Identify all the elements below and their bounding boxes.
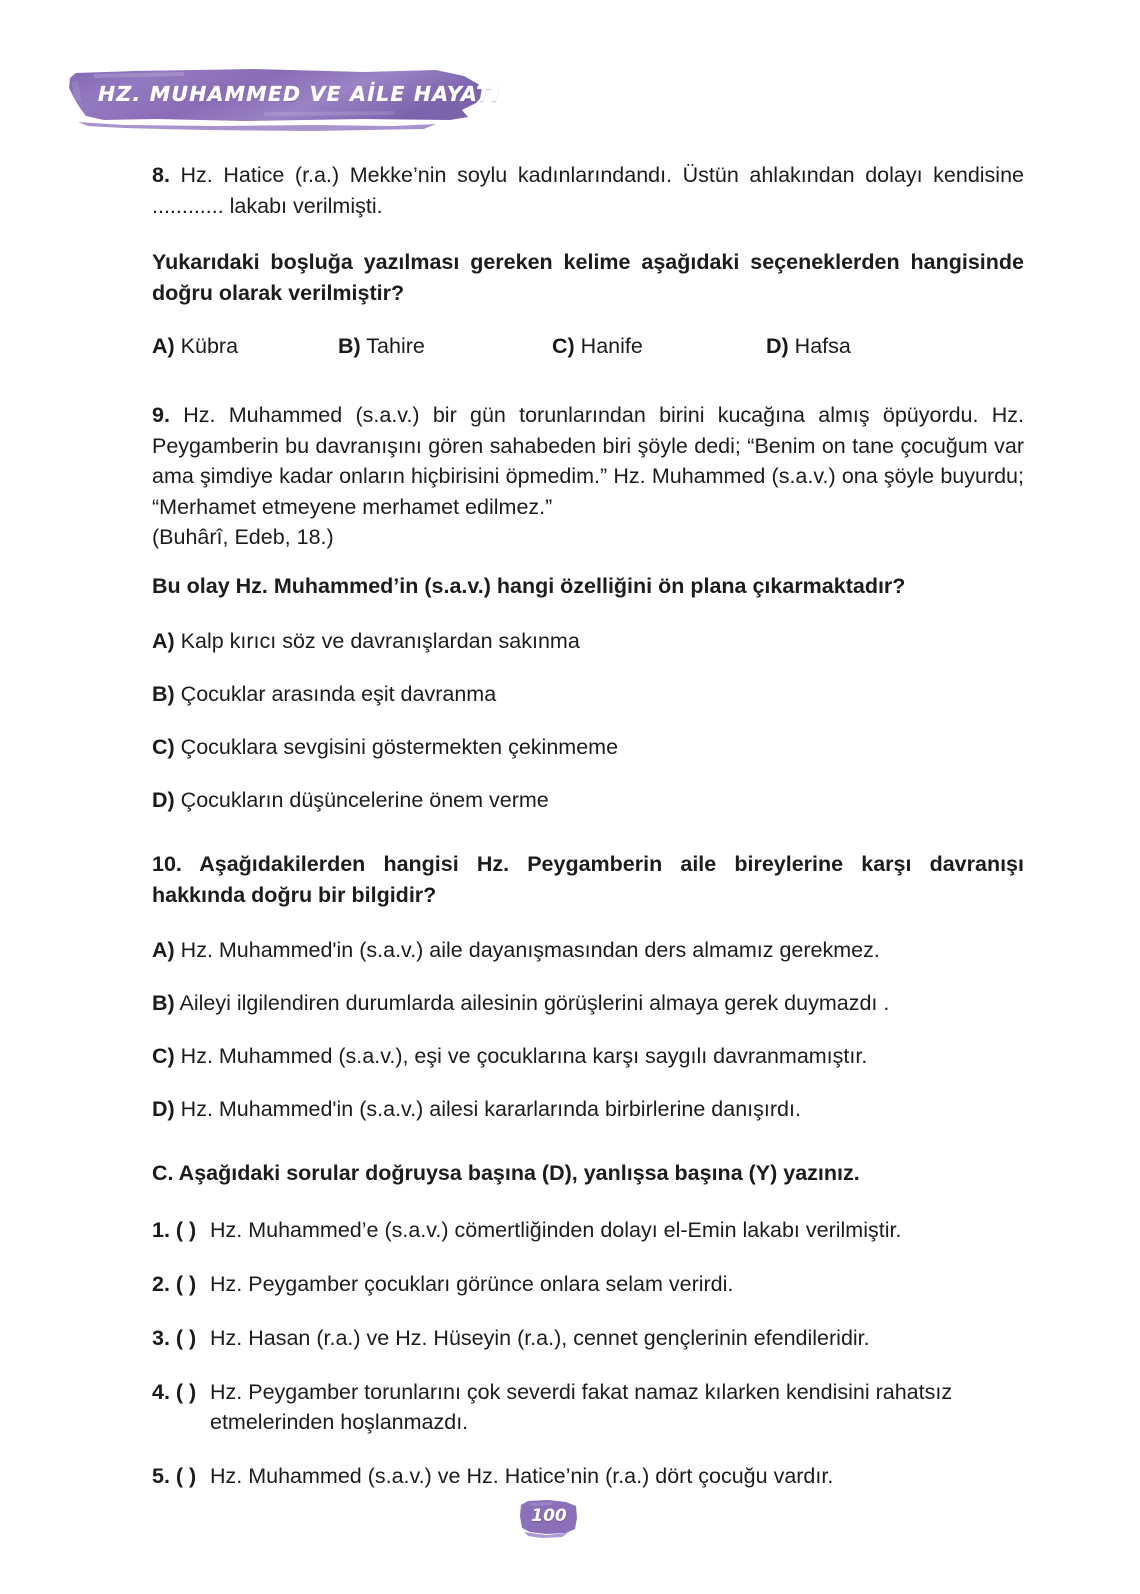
item-text: Hz. Muhammed (s.a.v.) ve Hz. Hatice’nin (r.a.) dört çocuğu vardır. (210, 1464, 834, 1489)
question-10-option-a[interactable] (152, 936, 1024, 965)
question-9 (152, 400, 1024, 815)
option-text: Çocukların düşüncelerine önem verme (180, 788, 549, 813)
option-text: Hz. Muhammed (s.a.v.), eşi ve çocuklarına karşı saygılı davranmamıştır. (180, 1044, 868, 1069)
question-9-option-c[interactable] (152, 733, 1024, 762)
option-text: Kalp kırıcı söz ve davranışlardan sakınma (180, 629, 580, 654)
question-9-option-b[interactable] (152, 680, 1024, 709)
true-false-blank[interactable]: 2. ( ) (152, 1271, 197, 1296)
question-10-option-b[interactable] (152, 989, 1024, 1018)
option-letter: B) (152, 682, 175, 707)
option-text: Çocuklara sevgisini göstermekten çekinmeme (180, 735, 619, 760)
question-8-option-d[interactable] (766, 334, 851, 359)
question-10-options (152, 936, 1024, 1124)
question-10-option-d[interactable] (152, 1095, 1024, 1124)
true-false-blank[interactable]: 4. ( ) (152, 1380, 197, 1405)
question-8-number: 8. (152, 163, 170, 187)
section-c-item-5[interactable] (152, 1461, 1024, 1491)
section-c (152, 1158, 1024, 1491)
section-c-item-1[interactable] (152, 1215, 1024, 1245)
question-9-option-a[interactable] (152, 627, 1024, 656)
page-number: 100 (531, 1506, 567, 1526)
question-9-option-d[interactable] (152, 786, 1024, 815)
question-8-option-b[interactable] (338, 334, 425, 359)
question-8-prompt: Yukarıdaki boşluğa yazılması gereken kelime aşağıdaki seçeneklerden hangisinde doğru olarak verilmiştir? (152, 250, 1024, 305)
chapter-title: HZ. MUHAMMED VE AİLE HAYATI (98, 82, 501, 106)
item-text: Hz. Muhammed’e (s.a.v.) cömertliğinden dolayı el-Emin lakabı verilmiştir. (210, 1217, 902, 1242)
section-c-item-4[interactable] (152, 1377, 1024, 1437)
option-letter: A) (152, 938, 175, 963)
section-c-heading: C. Aşağıdaki sorular doğruysa başına (D), yanlışsa başına (Y) yazınız. (152, 1161, 860, 1186)
option-letter: D) (766, 334, 789, 359)
true-false-blank[interactable]: 3. ( ) (152, 1326, 197, 1351)
question-8-text: Hz. Hatice (r.a.) Mekke’nin soylu kadınlarındandı. Üstün ahlakından dolayı kendisine ............ lakabı verilmişti. (152, 163, 1024, 218)
question-9-prompt: Bu olay Hz. Muhammed’in (s.a.v.) hangi özelliğini ön plana çıkarmaktadır? (152, 573, 906, 598)
option-letter: A) (152, 334, 175, 359)
option-letter: C) (152, 1044, 175, 1069)
option-letter: B) (338, 334, 361, 359)
option-text: Hanife (580, 334, 643, 359)
option-letter: C) (552, 334, 575, 359)
section-c-item-3[interactable] (152, 1323, 1024, 1353)
option-text: Çocuklar arasında eşit davranma (180, 682, 497, 707)
question-10 (152, 849, 1024, 1124)
question-8-option-c[interactable] (552, 334, 643, 359)
question-8-options (152, 334, 1024, 366)
question-9-options (152, 627, 1024, 815)
option-letter: C) (152, 735, 175, 760)
chapter-header-banner (64, 62, 501, 134)
question-9-body (152, 400, 1024, 522)
question-10-option-c[interactable] (152, 1042, 1024, 1071)
question-9-number: 9. (152, 403, 170, 428)
question-8-option-a[interactable] (152, 334, 238, 359)
question-8-body (152, 160, 1024, 221)
option-text: Kübra (180, 334, 239, 359)
option-text: Hafsa (794, 334, 851, 359)
question-8 (152, 160, 1024, 366)
item-text: Hz. Peygamber torunlarını çok severdi fakat namaz kılarken kendisini rahatsız etmelerinden hoşlanmazdı. (210, 1380, 953, 1435)
option-text: Aileyi ilgilendiren durumlarda ailesinin görüşlerini almaya gerek duymazdı . (179, 991, 890, 1016)
option-letter: A) (152, 629, 175, 654)
option-text: Tahire (366, 334, 425, 359)
true-false-blank[interactable]: 5. ( ) (152, 1464, 197, 1489)
page-number-badge (518, 1496, 580, 1540)
question-9-text: Hz. Muhammed (s.a.v.) bir gün torunlarından birini kucağına almış öpüyordu. Hz. Peygamberin bu davranışını gören sahabeden biri şöyle dedi; “Benim on tane çocuğum var ama şimdiye kadar onların hiçbirisini öpmedim.” Hz. Muhammed (s.a.v.) ona şöyle buyurdu; “Merhamet etmeyene merhamet edilmez.” (152, 403, 1024, 519)
true-false-blank[interactable]: 1. ( ) (152, 1217, 197, 1242)
section-c-item-2[interactable] (152, 1269, 1024, 1299)
option-text: Hz. Muhammed'in (s.a.v.) aile dayanışmasından ders almamız gerekmez. (180, 938, 880, 963)
question-9-citation: (Buhârî, Edeb, 18.) (152, 525, 334, 550)
item-text: Hz. Hasan (r.a.) ve Hz. Hüseyin (r.a.), cennet gençlerinin efendileridir. (210, 1326, 870, 1351)
option-letter: D) (152, 788, 175, 813)
page-content (152, 160, 1024, 1515)
item-text: Hz. Peygamber çocukları görünce onlara selam verirdi. (210, 1271, 734, 1296)
option-letter: B) (152, 991, 175, 1016)
question-10-prompt: 10. Aşağıdakilerden hangisi Hz. Peygamberin aile bireylerine karşı davranışı hakkında doğru bir bilgidir? (152, 852, 1024, 907)
option-text: Hz. Muhammed'in (s.a.v.) ailesi kararlarında birbirlerine danışırdı. (180, 1097, 801, 1122)
option-letter: D) (152, 1097, 175, 1122)
